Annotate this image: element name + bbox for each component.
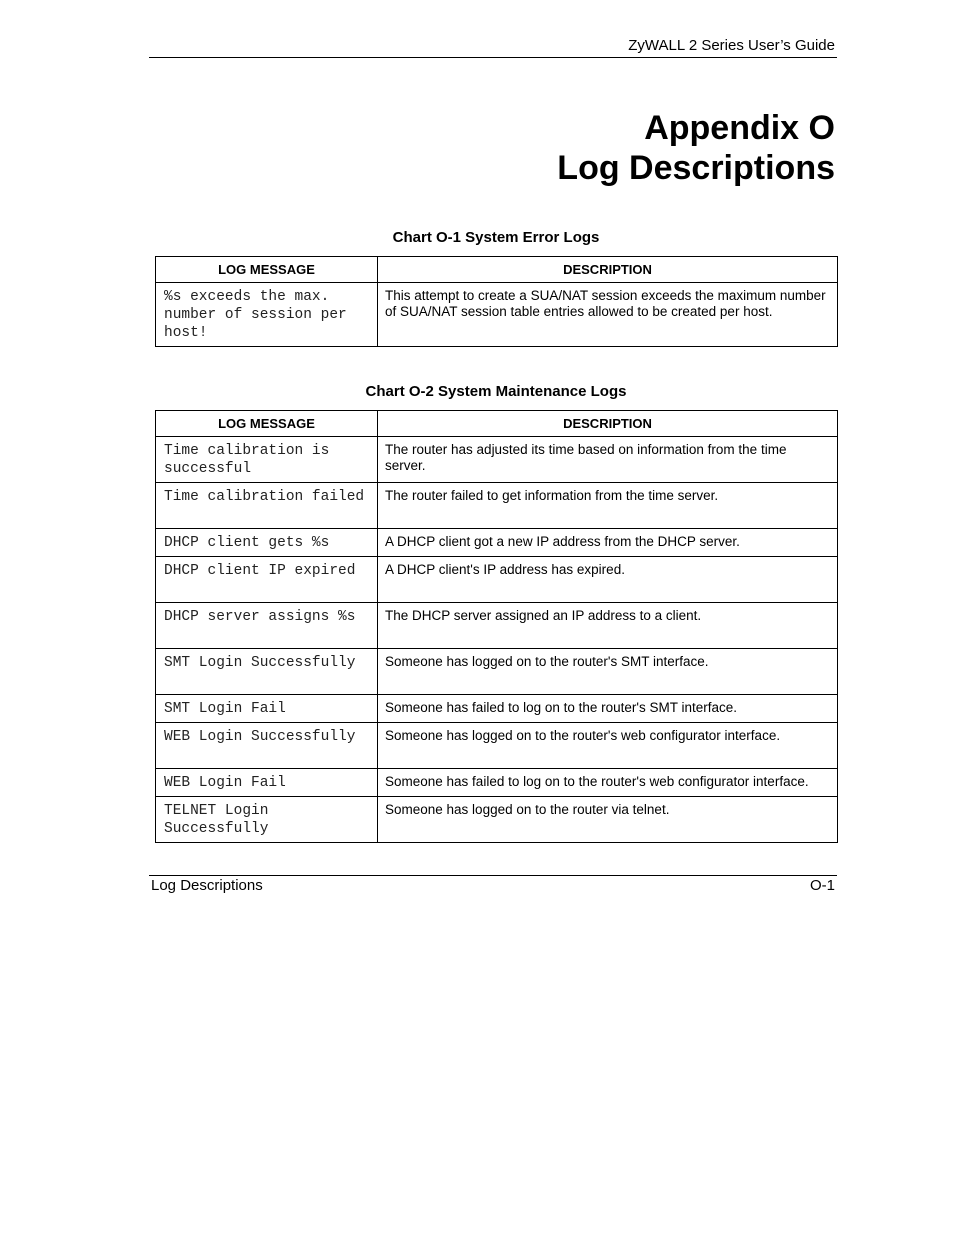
column-header-log-message: LOG MESSAGE [156, 411, 378, 437]
log-description: The router failed to get information from the time server. [378, 483, 838, 529]
table-row [156, 529, 838, 557]
log-message: WEB Login Successfully [156, 723, 378, 769]
log-description: A DHCP client's IP address has expired. [378, 557, 838, 603]
appendix-title [557, 108, 835, 188]
log-description: A DHCP client got a new IP address from the DHCP server. [378, 529, 838, 557]
log-message: Time calibration failed [156, 483, 378, 529]
log-description: The DHCP server assigned an IP address to a client. [378, 603, 838, 649]
column-header-description: DESCRIPTION [378, 411, 838, 437]
log-message: %s exceeds the max. number of session per host! [156, 283, 378, 347]
page-footer [149, 875, 837, 898]
log-description: Someone has logged on to the router's SMT interface. [378, 649, 838, 695]
log-message: DHCP client IP expired [156, 557, 378, 603]
table-row [156, 483, 838, 529]
log-message: Time calibration is successful [156, 437, 378, 483]
table-row [156, 283, 838, 347]
table-row [156, 557, 838, 603]
appendix-title-line2: Log Descriptions [557, 149, 835, 187]
table-row [156, 723, 838, 769]
system-error-logs-table [155, 256, 838, 347]
log-message: SMT Login Fail [156, 695, 378, 723]
chart-o1-caption: Chart O-1 System Error Logs [392, 229, 600, 246]
guide-title: ZyWALL 2 Series User’s Guide [628, 37, 835, 54]
page-number: O-1 [809, 877, 835, 894]
log-description: Someone has failed to log on to the router's web configurator interface. [378, 769, 838, 797]
table-row [156, 797, 838, 843]
table-row [156, 649, 838, 695]
log-message: TELNET Login Successfully [156, 797, 378, 843]
log-message: DHCP server assigns %s [156, 603, 378, 649]
log-message: SMT Login Successfully [156, 649, 378, 695]
page-header [149, 36, 837, 58]
table-row [156, 437, 838, 483]
system-maintenance-logs-table [155, 410, 838, 843]
column-header-description: DESCRIPTION [378, 257, 838, 283]
log-description: Someone has logged on to the router's web configurator interface. [378, 723, 838, 769]
column-header-log-message: LOG MESSAGE [156, 257, 378, 283]
appendix-title-line1: Appendix O [644, 109, 835, 147]
footer-section-name: Log Descriptions [151, 877, 263, 894]
log-description: Someone has failed to log on to the router's SMT interface. [378, 695, 838, 723]
log-description: This attempt to create a SUA/NAT session exceeds the maximum number of SUA/NAT session table entries allowed to be created per host. [378, 283, 838, 347]
log-message: DHCP client gets %s [156, 529, 378, 557]
log-description: Someone has logged on to the router via telnet. [378, 797, 838, 843]
table-row [156, 603, 838, 649]
chart-o2-caption: Chart O-2 System Maintenance Logs [365, 383, 627, 400]
table-row [156, 769, 838, 797]
log-message: WEB Login Fail [156, 769, 378, 797]
table-row [156, 695, 838, 723]
log-description: The router has adjusted its time based on information from the time server. [378, 437, 838, 483]
